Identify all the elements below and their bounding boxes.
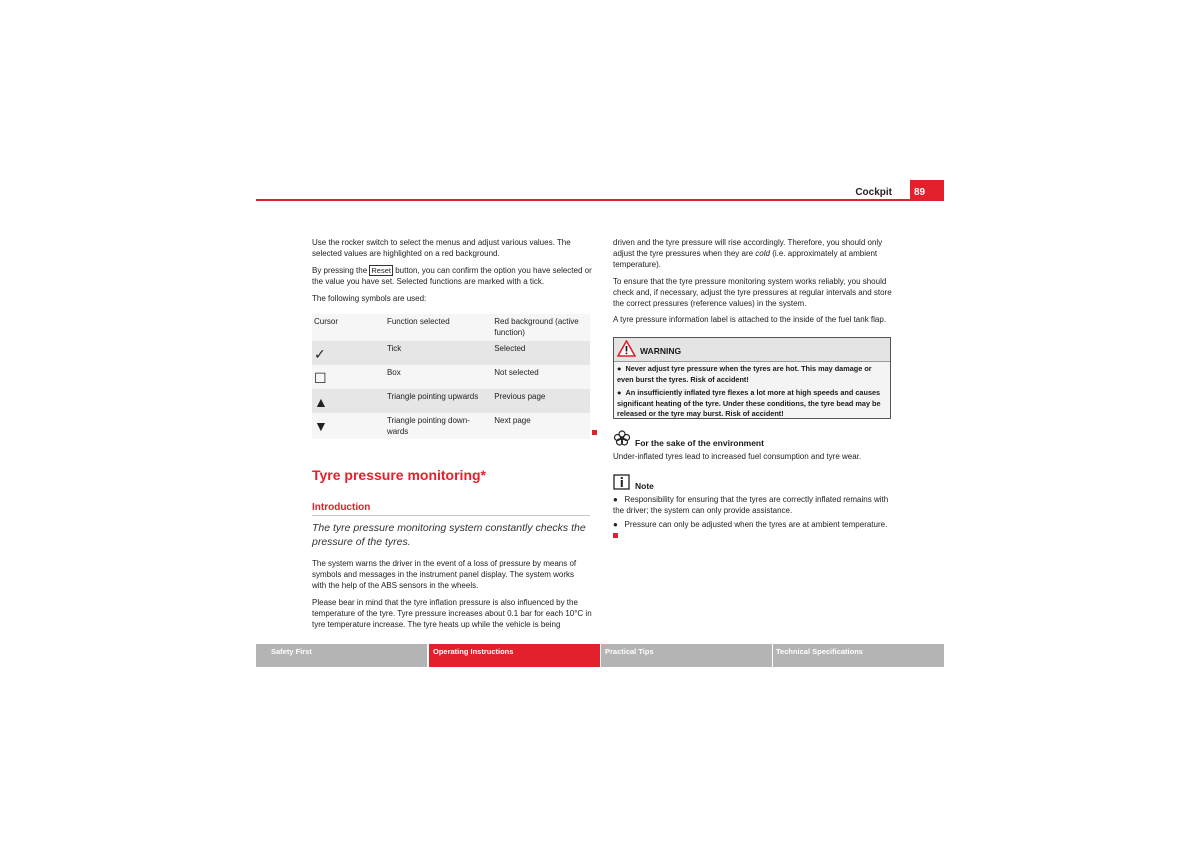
environment-text: Under-inflated tyres lead to increased fuel consumption and tyre wear. bbox=[613, 452, 862, 461]
cold-text-before: driven and the tyre pressure will rise accordingly. Therefore, you should only adjust the tyre pressures when they are bbox=[613, 238, 883, 258]
warning-header bbox=[614, 338, 890, 362]
table-row bbox=[312, 389, 590, 413]
triangle-up-icon: ▲ bbox=[314, 394, 328, 410]
reset-key: Reset bbox=[371, 266, 391, 275]
table-cell: Box bbox=[385, 365, 492, 389]
flower-icon bbox=[613, 430, 631, 446]
table-cell: Selected bbox=[492, 341, 590, 365]
section-end-marker bbox=[592, 430, 597, 435]
cold-text-after: (i.e. approximately at ambient temperature). bbox=[613, 249, 878, 269]
table-cell: Not selected bbox=[492, 365, 590, 389]
table-cell: Triangle pointing down-wards bbox=[385, 413, 492, 439]
table-cell: Triangle pointing upwards bbox=[385, 389, 492, 413]
chapter-title: Cockpit bbox=[855, 187, 892, 198]
warning-item: ● An insufficiently inflated tyre flexes a lot more at high speeds and causes significant heating of the tyre. Under these conditions, the tyre bead may be released or the tyre may burst. Risk of accident! bbox=[617, 388, 881, 418]
warning-box bbox=[613, 337, 891, 419]
page-number: 89 bbox=[910, 180, 944, 201]
label-paragraph: A tyre pressure information label is attached to the inside of the fuel tank flap. bbox=[613, 315, 887, 324]
table-row bbox=[312, 341, 590, 365]
subsection-title: Introduction bbox=[312, 502, 371, 513]
reset-paragraph bbox=[312, 265, 592, 287]
system-paragraph: The system warns the driver in the event of a loss of pressure by means of symbols and messages in the instrument panel display. The system works with the help of the ABS sensors in the wheels. bbox=[312, 559, 577, 590]
note-item: ● Responsibility for ensuring that the tyres are correctly inflated remains with the driver; the system can only provide assistance. bbox=[613, 495, 889, 515]
table-header-red-background: Red background (active function) bbox=[492, 314, 590, 341]
table-row bbox=[312, 413, 590, 439]
tick-icon: ✓ bbox=[314, 346, 326, 362]
section-title: Tyre pressure monitoring* bbox=[312, 467, 487, 483]
subsection-divider bbox=[312, 515, 590, 516]
warning-triangle-icon bbox=[617, 340, 636, 357]
section-end-marker bbox=[613, 533, 618, 538]
tab-technical-specifications[interactable]: Technical Specifications bbox=[773, 644, 944, 667]
tab-safety-first[interactable]: Safety First bbox=[256, 644, 427, 667]
table-header-cursor: Cursor bbox=[312, 314, 385, 341]
table-header-row bbox=[312, 314, 590, 341]
table-cell: Next page bbox=[492, 413, 590, 439]
cold-paragraph bbox=[613, 237, 893, 270]
intro-paragraph: Use the rocker switch to select the menus and adjust various values. The selected values are highlighted on a red background. bbox=[312, 238, 571, 258]
environment-title: For the sake of the environment bbox=[635, 438, 764, 448]
warning-title: WARNING bbox=[640, 346, 682, 356]
info-icon bbox=[613, 474, 631, 490]
table-row bbox=[312, 365, 590, 389]
warning-body bbox=[614, 362, 890, 425]
header-divider bbox=[256, 199, 944, 201]
tab-operating-instructions[interactable]: Operating Instructions bbox=[429, 644, 600, 667]
triangle-down-icon: ▼ bbox=[314, 418, 328, 434]
symbols-intro: The following symbols are used: bbox=[312, 294, 427, 303]
note-item: ● Pressure can only be adjusted when the tyres are at ambient temperature. bbox=[613, 519, 893, 541]
reliability-paragraph: To ensure that the tyre pressure monitoring system works reliably, you should check and, if necessary, adjust the tyre pressures at regular intervals and store the correct pressures (reference values) in the system. bbox=[613, 277, 892, 308]
table-cell: Tick bbox=[385, 341, 492, 365]
table-header-function: Function selected bbox=[385, 314, 492, 341]
note-title: Note bbox=[635, 481, 654, 491]
reset-text-after: button, you can confirm the option you have selected or the value you have set. Selected functions are marked with a tick. bbox=[312, 266, 592, 286]
lead-paragraph: The tyre pressure monitoring system constantly checks the pressure of the tyres. bbox=[312, 522, 586, 548]
symbols-table bbox=[312, 314, 590, 439]
reset-text-before: By pressing the bbox=[312, 266, 370, 275]
table-cell: Previous page bbox=[492, 389, 590, 413]
temperature-paragraph: Please bear in mind that the tyre inflation pressure is also influenced by the temperature of the tyre. Tyre pressure increases about 0.1 bar for each 10°C in tyre temperature increase. The tyre heats up while the vehicle is being bbox=[312, 598, 592, 629]
cold-text-italic: cold bbox=[755, 249, 770, 258]
box-icon: ☐ bbox=[314, 370, 327, 386]
tab-practical-tips[interactable]: Practical Tips bbox=[601, 644, 772, 667]
warning-item: ● Never adjust tyre pressure when the tyres are hot. This may damage or even burst the tyres. Risk of accident! bbox=[617, 364, 872, 384]
